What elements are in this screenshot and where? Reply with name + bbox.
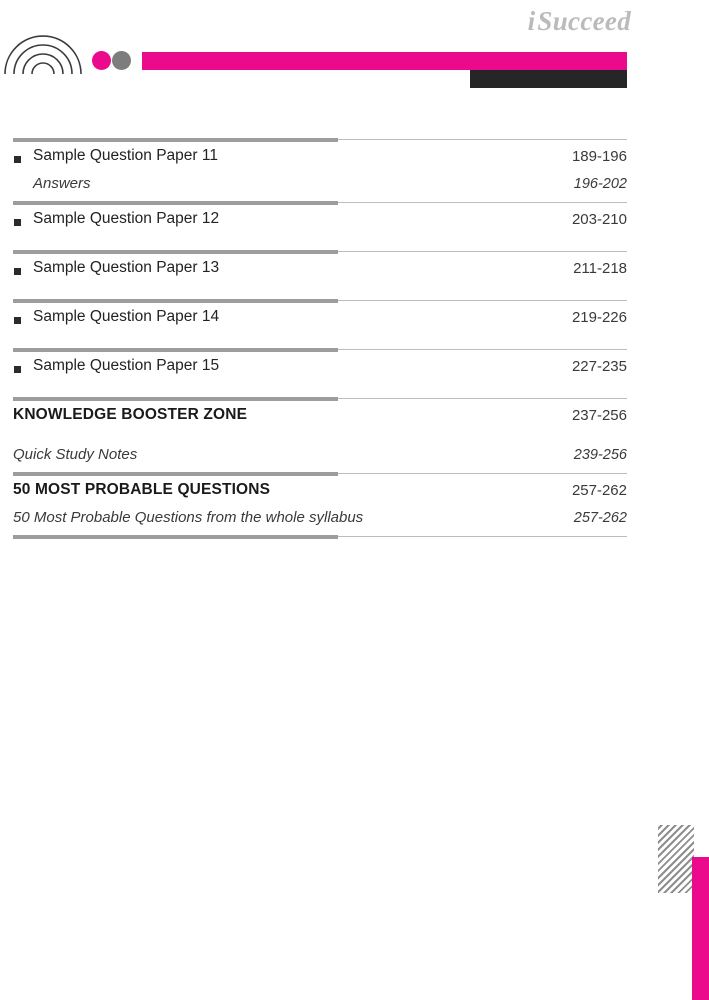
toc-entry[interactable] [0,304,709,348]
toc-entry-title: Sample Question Paper 12 [33,210,220,227]
toc-entry-title: KNOWLEDGE BOOSTER ZONE [13,406,248,423]
toc-entry[interactable] [0,143,709,201]
toc-entry[interactable] [0,255,709,299]
divider-thick-segment [13,348,338,352]
diagonal-hatch-block [658,825,694,893]
header-grey-dot [112,51,131,70]
toc-entry[interactable] [0,206,709,250]
bullet-marker-icon [14,366,21,373]
brand-logo-i: i [527,6,536,36]
divider-thick-segment [13,250,338,254]
toc-entry-title: Sample Question Paper 11 [33,147,218,164]
toc-entry-pages: 203-210 [571,211,627,228]
header-pink-dot [92,51,111,70]
table-of-contents [0,138,709,540]
divider-thin-segment [338,251,627,252]
divider-thin-segment [338,473,627,474]
divider-thin-segment [338,349,627,350]
toc-entry-pages: 257-262 [571,482,627,499]
toc-entry-pages: 237-256 [571,407,627,424]
toc-entry-pages: 211-218 [573,260,627,277]
toc-subentry-pages: 239-256 [573,447,627,463]
toc-subentry-title: 50 Most Probable Questions from the whole syllabus [13,509,364,526]
bullet-marker-icon [14,268,21,275]
header-black-bar [470,70,627,88]
toc-subentry-title: Quick Study Notes [13,446,138,463]
divider-thin-segment [338,202,627,203]
toc-subentry-title: Answers [33,175,91,192]
toc-entry[interactable] [0,477,709,535]
toc-entry-title: 50 MOST PROBABLE QUESTIONS [13,481,271,498]
toc-entry-pages: 227-235 [571,358,627,375]
toc-entry-title: Sample Question Paper 14 [33,308,220,325]
divider-thick-segment [13,397,338,401]
brand-logo [441,6,631,37]
divider-thick-segment [13,472,338,476]
divider-thin-segment [338,139,627,140]
page-header [0,0,709,120]
divider-thick-segment [13,299,338,303]
divider-thick-segment [13,201,338,205]
divider-thin-segment [338,398,627,399]
toc-entry-pages: 189-196 [571,148,627,165]
toc-subentry-pages: 257-262 [573,510,627,526]
header-pink-bar [142,52,627,70]
bullet-marker-icon [14,156,21,163]
toc-entry[interactable] [0,353,709,397]
bullet-marker-icon [14,317,21,324]
divider-thin-segment [338,536,627,537]
footer-pink-vertical-bar [692,857,709,1000]
divider-thin-segment [338,300,627,301]
bullet-marker-icon [14,219,21,226]
row-divider [0,535,709,540]
brand-logo-name: Succeed [537,6,631,36]
toc-entry[interactable] [0,402,709,472]
concentric-arcs-logo-icon [4,24,90,74]
divider-thick-segment [13,535,338,539]
toc-subentry-pages: 196-202 [573,176,627,192]
toc-entry-pages: 219-226 [571,309,627,326]
toc-entry-title: Sample Question Paper 13 [33,259,220,276]
divider-thick-segment [13,138,338,142]
toc-entry-title: Sample Question Paper 15 [33,357,220,374]
